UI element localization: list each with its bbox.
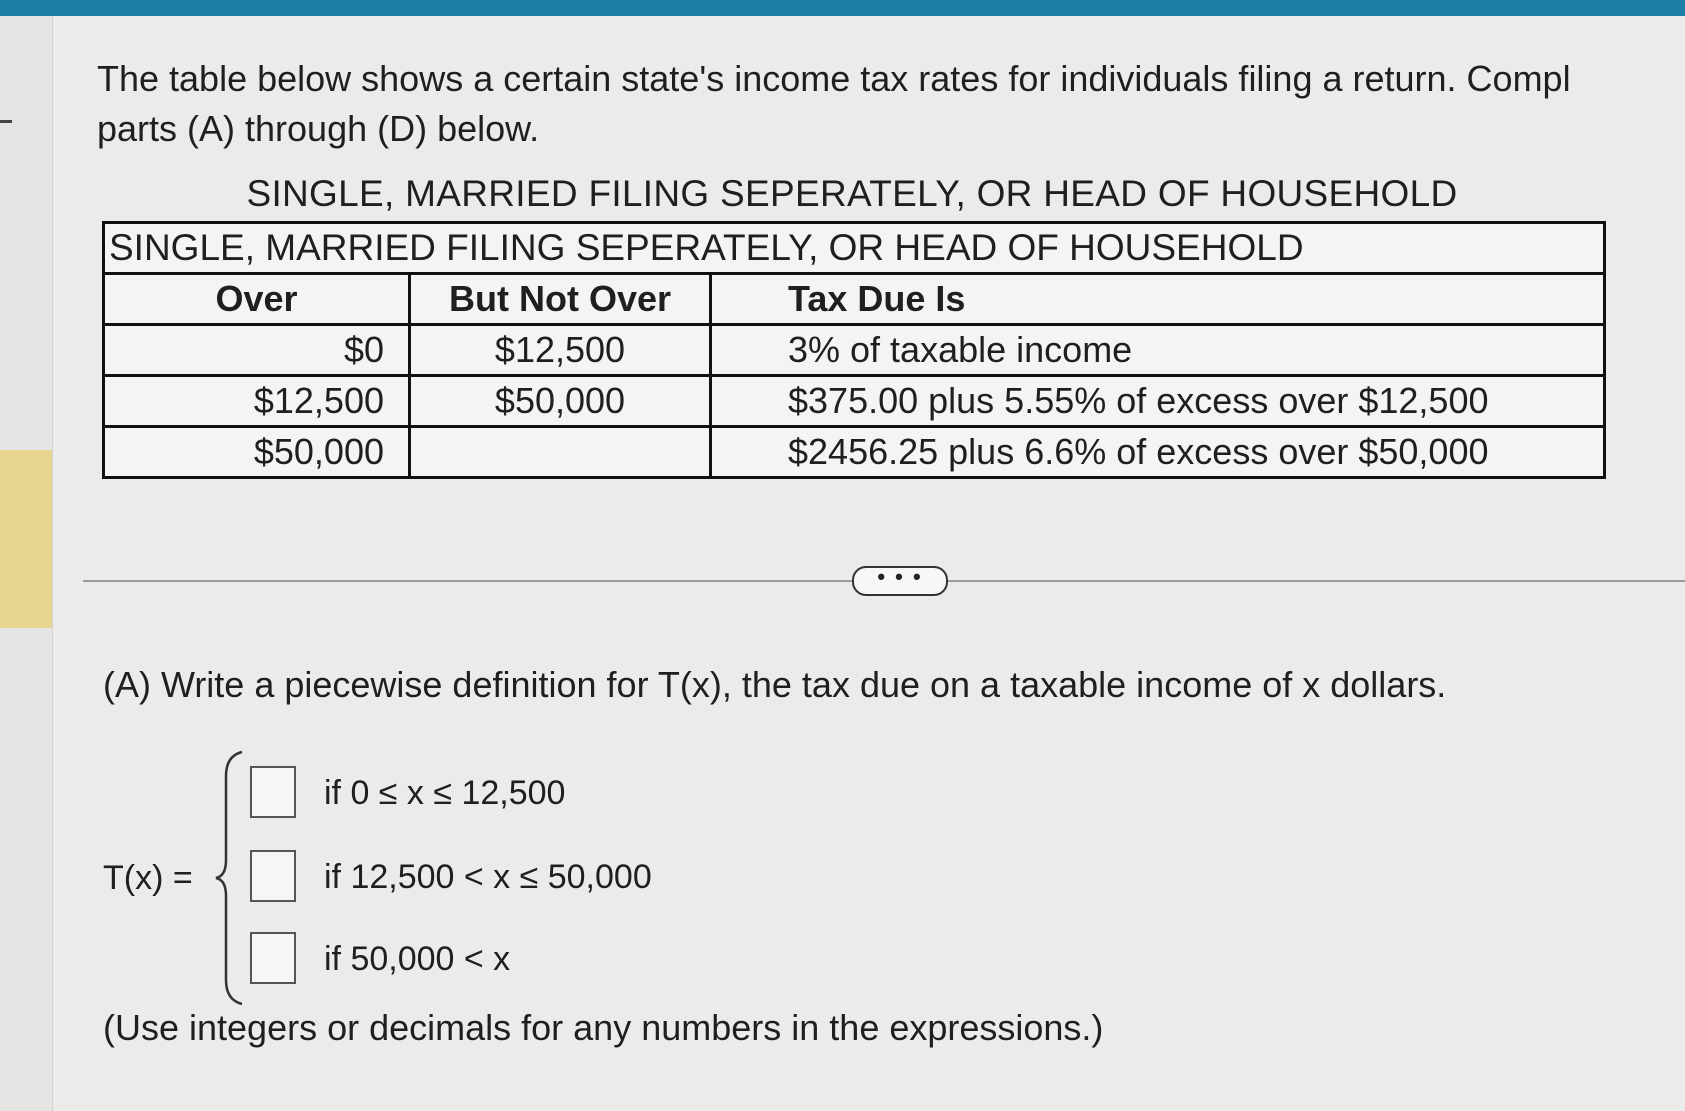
left-sidebar	[0, 16, 53, 1111]
table-title-row	[104, 223, 1605, 274]
cell-tax-due: $2456.25 plus 6.6% of excess over $50,000	[711, 427, 1605, 478]
table-title: SINGLE, MARRIED FILING SEPERATELY, OR HEAD OF HOUSEHOLD	[104, 223, 1605, 274]
cell-not-over	[410, 427, 711, 478]
answer-box-piece-2[interactable]	[250, 850, 296, 902]
cell-over: $50,000	[104, 427, 410, 478]
header-tax-due: Tax Due Is	[711, 274, 1605, 325]
answer-box-piece-1[interactable]	[250, 766, 296, 818]
cell-over: $12,500	[104, 376, 410, 427]
cell-over: $0	[104, 325, 410, 376]
table-header-row	[104, 274, 1605, 325]
condition-piece-2: if 12,500 < x ≤ 50,000	[324, 858, 652, 896]
function-label: T(x) =	[103, 859, 193, 897]
expand-more-button[interactable]: • • •	[852, 566, 948, 596]
sidebar-highlight[interactable]	[0, 450, 52, 628]
intro-text	[97, 54, 1685, 154]
cell-not-over: $50,000	[410, 376, 711, 427]
header-over: Over	[104, 274, 410, 325]
intro-line-2: parts (A) through (D) below.	[97, 108, 540, 149]
left-brace-icon	[212, 748, 252, 1008]
top-bar	[0, 0, 1685, 16]
cell-tax-due: 3% of taxable income	[711, 325, 1605, 376]
table-row	[104, 427, 1605, 478]
sidebar-dash	[0, 120, 12, 123]
condition-piece-3: if 50,000 < x	[324, 940, 511, 978]
table-row	[104, 376, 1605, 427]
condition-piece-1: if 0 ≤ x ≤ 12,500	[324, 774, 566, 812]
cell-tax-due: $375.00 plus 5.55% of excess over $12,500	[711, 376, 1605, 427]
part-a-prompt: (A) Write a piecewise definition for T(x), the tax due on a taxable income of x dollars.	[103, 664, 1447, 705]
tax-rate-table	[102, 221, 1606, 479]
header-not-over: But Not Over	[410, 274, 711, 325]
table-caption: SINGLE, MARRIED FILING SEPERATELY, OR HEAD OF HOUSEHOLD	[246, 173, 1458, 214]
intro-line-1: The table below shows a certain state's income tax rates for individuals filing a return. Compl	[97, 58, 1571, 99]
answer-box-piece-3[interactable]	[250, 932, 296, 984]
cell-not-over: $12,500	[410, 325, 711, 376]
table-row	[104, 325, 1605, 376]
instruction-note: (Use integers or decimals for any numbers in the expressions.)	[103, 1007, 1104, 1048]
